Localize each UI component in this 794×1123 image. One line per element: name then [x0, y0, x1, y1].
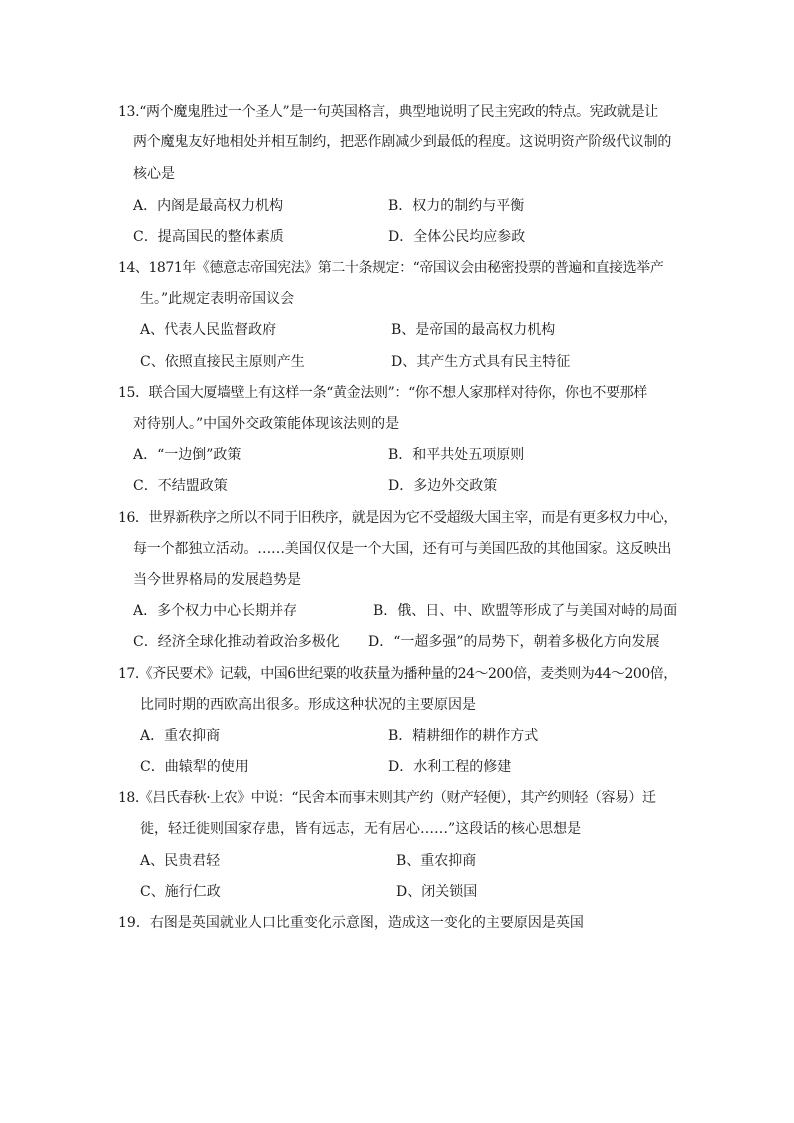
question-15-option-b: B．和平共处五项原则 [388, 447, 525, 463]
question-14-line-2: 生。”此规定表明帝国议会 [140, 291, 295, 307]
question-18-option-b: B、重农抑商 [396, 853, 477, 869]
question-16-option-d: D．“一超多强”的局势下，朝着多极化方向发展 [368, 634, 660, 650]
question-18-line-1: 18.《吕氏春秋·上农》中说：“民舍本而事末则其产约（财产轻便），其产约则轻（容易）迁 [118, 790, 656, 806]
question-15-line-2: 对待别人。”中国外交政策能体现该法则的是 [133, 416, 400, 432]
question-16-option-c: C．经济全球化推动着政治多极化 [133, 634, 340, 650]
question-18-option-d: D、闭关锁国 [396, 884, 478, 900]
question-13-line-3: 核心是 [133, 166, 175, 182]
question-15-option-a: A．“一边倒”政策 [133, 447, 242, 463]
question-18-line-2: 徙，轻迁徙则国家存患，皆有远志，无有居心……”这段话的核心思想是 [140, 821, 582, 837]
question-14-option-d: D、其产生方式具有民主特征 [391, 354, 571, 370]
question-16-line-1: 16．世界新秩序之所以不同于旧秩序，就是因为它不受超级大国主宰，而是有更多权力中心， [118, 510, 677, 526]
question-15-option-d: D．多边外交政策 [388, 478, 498, 494]
question-16-option-a: A．多个权力中心长期并存 [133, 603, 298, 619]
question-13-line-2: 两个魔鬼友好地相处并相互制约，把恶作剧减少到最低的程度。这说明资产阶级代议制的 [133, 134, 672, 150]
question-13-option-b: B．权力的制约与平衡 [388, 198, 525, 214]
question-14-option-c: C、依照直接民主原则产生 [140, 354, 305, 370]
question-16-option-b: B．俄、日、中、欧盟等形成了与美国对峙的局面 [373, 603, 678, 619]
question-14-line-1: 14、1871年《德意志帝国宪法》第二十条规定：“帝国议会由秘密投票的普遍和直接选举产 [118, 260, 664, 276]
question-19-line-1: 19．右图是英国就业人口比重变化示意图，造成这一变化的主要原因是英国 [118, 915, 584, 931]
question-16-line-3: 当今世界格局的发展趋势是 [133, 572, 301, 588]
question-18-option-a: A、民贵君轻 [140, 853, 221, 869]
question-17-option-a: A．重农抑商 [140, 728, 221, 744]
question-13-option-a: A．内阁是最高权力机构 [133, 198, 284, 214]
question-15-line-1: 15．联合国大厦墙壁上有这样一条“黄金法则”：“你不想人家那样对待你，你也不要那样 [118, 385, 647, 401]
question-14-option-b: B、是帝国的最高权力机构 [391, 322, 556, 338]
question-17-option-d: D．水利工程的修建 [388, 759, 512, 775]
question-13-line-1: 13.“两个魔鬼胜过一个圣人”是一句英国格言，典型地说明了民主宪政的特点。宪政就是让 [118, 104, 658, 120]
question-16-line-2: 每一个都独立活动。……美国仅仅是一个大国，还有可与美国匹敌的其他国家。这反映出 [133, 541, 672, 557]
question-13-option-d: D．全体公民均应参政 [388, 229, 526, 245]
question-17-option-b: B．精耕细作的耕作方式 [388, 728, 539, 744]
question-17-option-c: C．曲辕犁的使用 [140, 759, 249, 775]
question-17-line-2: 比同时期的西欧高出很多。形成这种状况的主要原因是 [140, 697, 476, 713]
question-15-option-c: C．不结盟政策 [133, 478, 228, 494]
question-18-option-c: C、施行仁政 [140, 884, 221, 900]
question-13-option-c: C．提高国民的整体素质 [133, 229, 284, 245]
question-17-line-1: 17.《齐民要术》记载，中国6世纪粟的收获量为播种量的24～200倍，麦类则为44～200倍， [118, 666, 677, 682]
question-14-option-a: A、代表人民监督政府 [140, 322, 277, 338]
